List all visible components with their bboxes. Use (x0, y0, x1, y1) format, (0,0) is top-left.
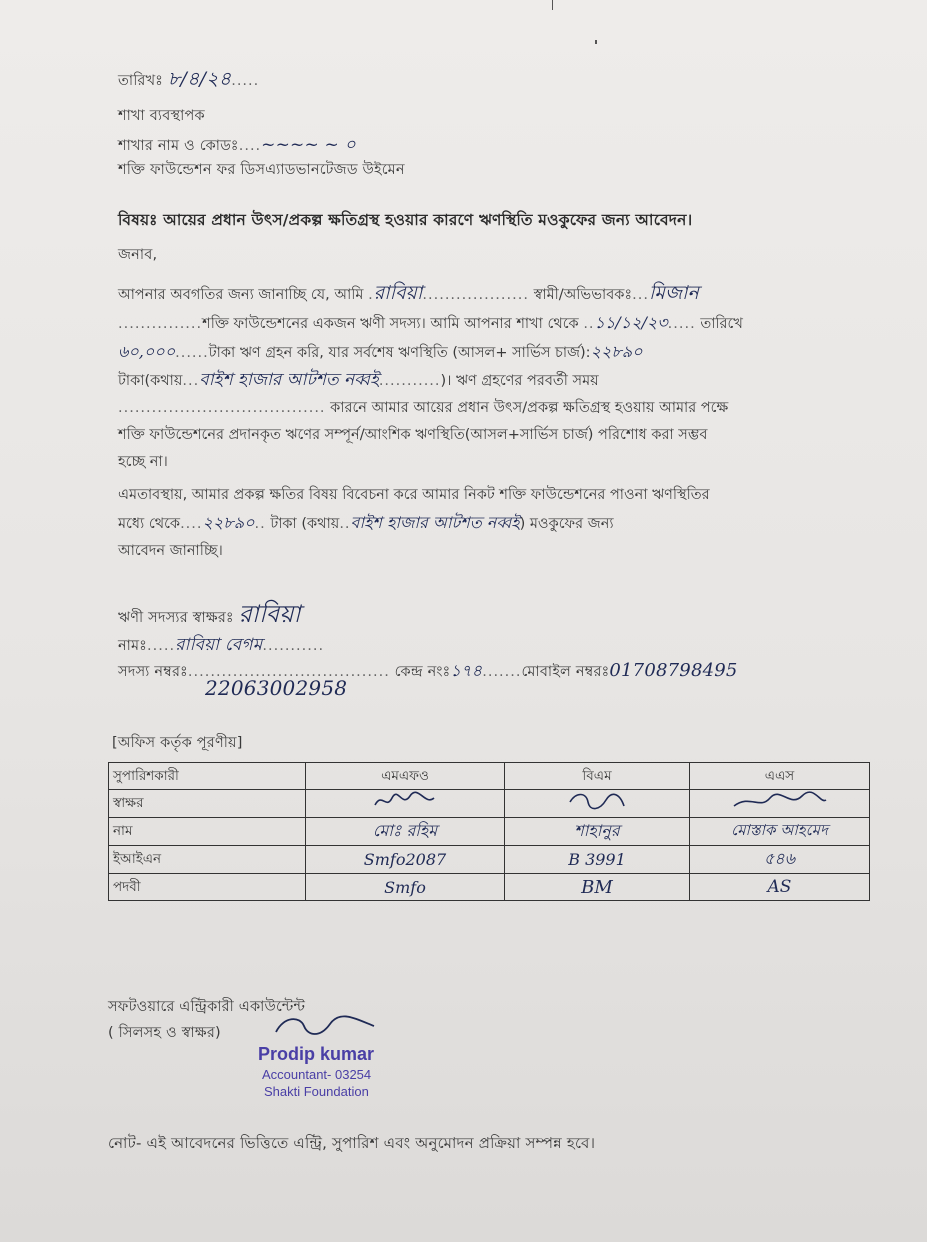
body1-line1: আপনার অবগতির জন্য জানাচ্ছি যে, আমি .রাবিয়া................... স্বামী/অভিভাবকঃ...মিজান (118, 282, 699, 304)
mfo-signature-mark (370, 790, 440, 812)
body1-line5: ..................................... কারনে আমার আয়ের প্রধান উৎস/প্রকল্প ক্ষতিগ্রস্থ হওয়ায় আমার পক্ষে (118, 400, 729, 416)
row-label-designation: পদবী (109, 874, 306, 901)
stamp-name: Prodip kumar (258, 1044, 375, 1064)
guardian-name: মিজান (649, 282, 699, 304)
date-value: ৮/৪/২৪ (167, 68, 232, 90)
member-number: 22063002958 (205, 676, 348, 700)
bm-signature (505, 790, 690, 818)
row-label-ein: ইআইএন (109, 846, 306, 874)
subject-line: বিষয়ঃ আয়ের প্রধান উৎস/প্রকল্প ক্ষতিগ্রস্থ হওয়ার কারণে ঋণস্থিতি মওকুফের জন্য আবেদন। (118, 211, 693, 229)
bm-ein: B 3991 (505, 846, 690, 874)
mfo-ein: Smfo2087 (306, 846, 505, 874)
member-number-label: সদস্য নম্বরঃ (118, 664, 188, 680)
member-name: রাবিয়া বেগম (175, 635, 263, 655)
accountant-signature (270, 1012, 380, 1042)
body1-line7: হচ্ছে না। (118, 454, 168, 470)
bm-signature-mark (562, 790, 632, 812)
org-line: শক্তি ফাউন্ডেশন ফর ডিসএ্যাডভানটেজড উইমেন (118, 162, 405, 178)
member-number-line: সদস্য নম্বরঃ.................................... কেন্দ্র নংঃ১৭৪.......মোবাইল নম্বরঃ01708798495 (118, 660, 738, 681)
body1-line6: শক্তি ফাউন্ডেশনের প্রদানকৃত ঋণের সম্পূর্ন/আংশিক ঋণস্থিতি(আসল+সার্ভিস চার্জ) পরিশোধ করা সম্ভব (118, 427, 708, 443)
stamp-title: Accountant- 03254 (262, 1067, 372, 1082)
as-signature (690, 790, 870, 818)
as-ein: ৫৪৬ (690, 846, 870, 874)
date-label: তারিখঃ (118, 73, 164, 89)
office-section-title: [অফিস কর্তৃক পূরণীয়] (112, 735, 243, 751)
mfo-name: মোঃ রহিম (306, 818, 505, 846)
bm-name: শাহানুর (505, 818, 690, 846)
bm-designation: BM (505, 874, 690, 901)
waiver-amount: ২২৮৯০ (202, 513, 255, 532)
header-mfo: এমএফও (306, 763, 505, 790)
footer-note: নোট- এই আবেদনের ভিত্তিতে এন্ট্রি, সুপারিশ এবং অনুমোদন প্রক্রিয়া সম্পন্ন হবে। (108, 1134, 596, 1152)
center-label: কেন্দ্র নংঃ (394, 664, 451, 680)
table-row (109, 874, 870, 901)
body2-line3: আবেদন জানাচ্ছি। (118, 543, 223, 559)
branch-line (118, 132, 356, 160)
branch-label: শাখার নাম ও কোডঃ (118, 138, 239, 154)
body-paragraph-1 (118, 280, 743, 476)
paper-mark (552, 0, 553, 10)
outstanding-balance: ২২৮৯০ (590, 342, 643, 361)
body1-line3: ৬০,০০০......টাকা ঋণ গ্রহন করি, যার সর্বশেষ ঋণস্থিতি (আসল+ সার্ভিস চার্জ):২২৮৯০ (118, 342, 643, 361)
member-signature-line (118, 596, 301, 636)
accountant-seal-label: ( সিলসহ ও স্বাক্ষর) (108, 1025, 221, 1041)
addressee-line1: শাখা ব্যবস্থাপক (118, 108, 205, 124)
header-as: এএস (690, 763, 870, 790)
header-bm: বিএম (505, 763, 690, 790)
mobile-number: 01708798495 (609, 660, 738, 681)
balance-in-words: বাইশ হাজার আটশত নব্বই (199, 370, 379, 390)
mfo-designation: Smfo (306, 874, 505, 901)
body2-line2: মধ্যে থেকে....২২৮৯০.. টাকা (কথায়..বাইশ হাজার আটশত নব্বই) মওকুফের জন্য (118, 513, 614, 532)
body2-line1: এমতাবস্থায়, আমার প্রকল্প ক্ষতির বিষয় বিবেচনা করে আমার নিকট শক্তি ফাউন্ডেশনের পাওনা ঋণস্থিতির (118, 487, 710, 503)
body1-line2: ...............শক্তি ফাউন্ডেশনের একজন ঋণী সদস্য। আমি আপনার শাখা থেকে ..১১/১২/২৩..... তারিখে (118, 313, 743, 332)
as-designation: AS (690, 874, 870, 901)
row-label-name: নাম (109, 818, 306, 846)
date-dots: ..... (231, 73, 260, 89)
office-approval-table (108, 762, 870, 901)
stamp-org: Shakti Foundation (264, 1084, 369, 1099)
table-row (109, 790, 870, 818)
table-header-row (109, 763, 870, 790)
body1-line4: টাকা(কথায়...বাইশ হাজার আটশত নব্বই...........)। ঋণ গ্রহণের পরবর্তী সময় (118, 370, 599, 390)
member-signature-label: ঋণী সদস্যর স্বাক্ষরঃ (118, 610, 234, 626)
waiver-in-words: বাইশ হাজার আটশত নব্বই (350, 513, 520, 532)
table-row (109, 818, 870, 846)
mfo-signature (306, 790, 505, 818)
as-name: মোস্তাক আহমেদ (690, 818, 870, 846)
branch-dots: .... (238, 138, 262, 154)
paper-mark (595, 40, 597, 44)
member-name-line: নামঃ.....রাবিয়া বেগম........... (118, 635, 325, 655)
table-row (109, 846, 870, 874)
body-paragraph-2 (118, 482, 710, 565)
branch-handwriting: ~~~~ ~ ০ (261, 135, 356, 155)
row-label-signature: স্বাক্ষর (109, 790, 306, 818)
loan-amount: ৬০,০০০ (118, 342, 176, 361)
date-line (118, 65, 259, 97)
member-signature: রাবিয়া (238, 600, 301, 628)
as-signature-mark (730, 790, 830, 812)
applicant-name: রাবিয়া (373, 282, 423, 304)
loan-date: ১১/১২/২৩ (594, 313, 668, 332)
mobile-label: মোবাইল নম্বরঃ (521, 664, 610, 680)
accountant-title: সফটওয়ারে এন্ট্রিকারী একাউন্টেন্ট (108, 999, 306, 1015)
member-name-label: নামঃ (118, 638, 148, 654)
header-recommender: সুপারিশকারী (109, 763, 306, 790)
center-number: ১৭৪ (450, 661, 483, 680)
salutation: জনাব, (118, 247, 158, 263)
